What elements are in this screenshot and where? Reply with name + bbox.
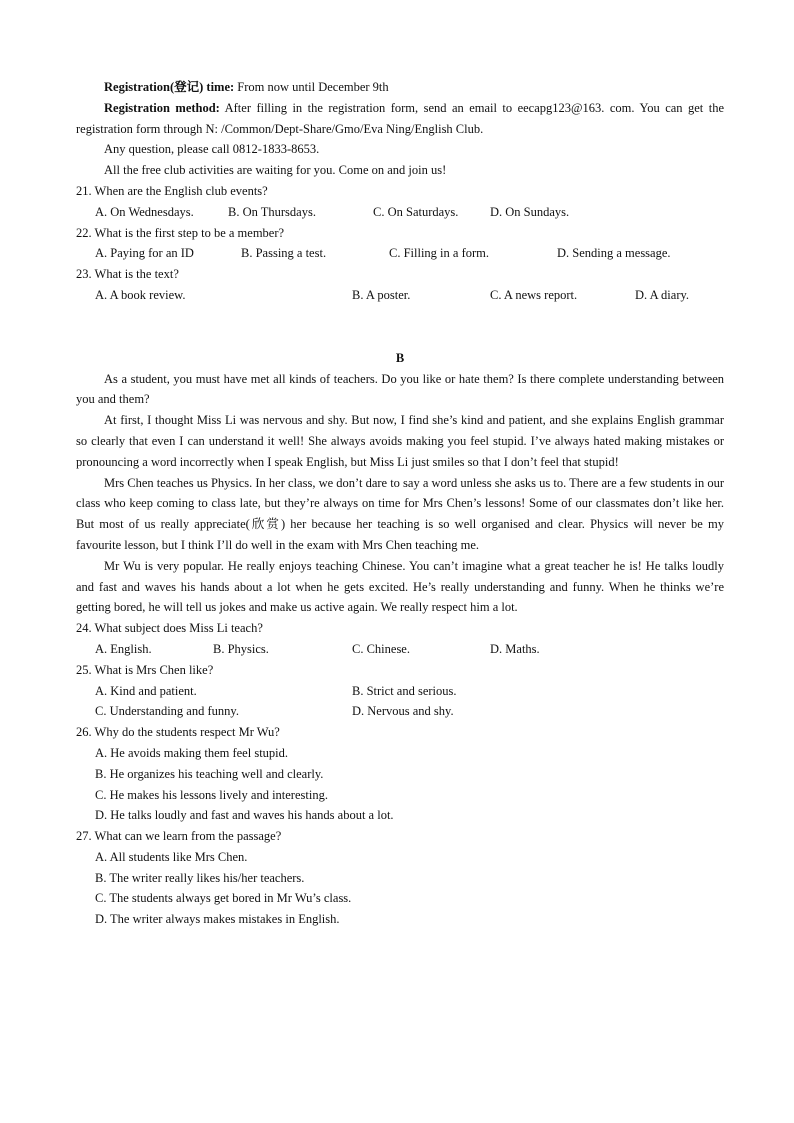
passage-b-paragraph-2: At first, I thought Miss Li was nervous and shy. But now, I find she’s kind and patient, and she explains English grammar so clearly that even I can understand it well! She always avoids making you feel stupid. I’ve always hated making mistakes or pronouncing a word incorrectly when I speak English, but Miss Li just smiles so that I don’t feel that stupid! (76, 413, 724, 469)
section-gap (76, 306, 724, 348)
option-d[interactable]: D. Nervous and shy. (352, 704, 454, 719)
option-a[interactable]: A. All students like Mrs Chen. (95, 849, 248, 864)
registration-time-line (76, 77, 724, 98)
option-b[interactable]: B. The writer really likes his/her teachers. (95, 870, 305, 885)
option-c[interactable]: C. A news report. (490, 287, 578, 302)
option-b[interactable]: B. Passing a test. (241, 246, 327, 261)
option-b[interactable]: B. A poster. (352, 287, 411, 302)
registration-time-label: Registration(登记) time: (104, 80, 235, 94)
closing-line: All the free club activities are waiting for you. Come on and join us! (104, 163, 447, 178)
question-23-options (76, 285, 724, 306)
passage-b-paragraph-3: Mrs Chen teaches us Physics. In her class, we don’t dare to say a word unless she asks us to. There are a few students in our class who keep coming to class late, but they’re always on time for Mrs Chen’s lessons! Some of our classmates don’t like her. But most of us really appreciate(欣赏) her because her teaching is so well organised and clear. Physics will never be my favourite lesson, but I think I’ll do well in the exam with Mrs Chen teaching me. (76, 475, 724, 552)
option-a[interactable]: A. Kind and patient. (95, 683, 197, 698)
question-21-stem: 21. When are the English club events? (76, 183, 268, 198)
question-24-stem: 24. What subject does Miss Li teach? (76, 621, 263, 636)
registration-time-value: From now until December 9th (234, 80, 389, 94)
option-d[interactable]: D. He talks loudly and fast and waves his hands about a lot. (95, 808, 394, 823)
option-c[interactable]: C. He makes his lessons lively and interesting. (95, 787, 328, 802)
registration-method-value: After filling in the registration form, send an email to eecapg123@163. com. You can get the registration form through N: /Common/Dept-Share/Gmo/Eva Ning/English Club. (76, 100, 724, 136)
option-b[interactable]: B. Strict and serious. (352, 683, 457, 698)
question-25-stem: 25. What is Mrs Chen like? (76, 662, 214, 677)
option-a[interactable]: A. He avoids making them feel stupid. (95, 745, 289, 760)
question-26-stem: 26. Why do the students respect Mr Wu? (76, 725, 280, 740)
question-22-stem: 22. What is the first step to be a member? (76, 225, 285, 240)
option-c[interactable]: C. On Saturdays. (373, 204, 459, 219)
question-24-options (76, 639, 724, 660)
question-25-options-row-2 (76, 701, 724, 722)
option-d[interactable]: D. On Sundays. (490, 204, 570, 219)
option-b[interactable]: B. He organizes his teaching well and clearly. (95, 766, 324, 781)
registration-method-line (76, 98, 724, 140)
option-b[interactable]: B. Physics. (213, 641, 269, 656)
option-d[interactable]: D. A diary. (635, 287, 690, 302)
registration-method-label: Registration method: (104, 100, 220, 115)
question-23-stem: 23. What is the text? (76, 267, 179, 282)
option-d[interactable]: D. Sending a message. (557, 246, 671, 261)
option-a[interactable]: A. English. (95, 641, 152, 656)
question-21-options (76, 202, 724, 223)
passage-b-paragraph-4: Mr Wu is very popular. He really enjoys teaching Chinese. You can’t imagine what a great teacher he is! He talks loudly and fast and waves his hands about a lot when he gets excited. He’s really understanding and funny. When he thinks we’re getting bored, he will tell us jokes and make us active again. We really respect him a lot. (76, 558, 724, 615)
option-c[interactable]: C. Understanding and funny. (95, 704, 239, 719)
option-c[interactable]: C. Chinese. (352, 641, 410, 656)
section-b-title: B (395, 350, 405, 365)
question-27-stem: 27. What can we learn from the passage? (76, 829, 282, 844)
option-a[interactable]: A. Paying for an ID (95, 246, 194, 261)
option-a[interactable]: A. A book review. (95, 287, 186, 302)
option-d[interactable]: D. The writer always makes mistakes in English. (95, 912, 340, 927)
question-25-options-row-1 (76, 681, 724, 702)
question-22-options (76, 243, 724, 264)
any-question-line: Any question, please call 0812-1833-8653. (104, 142, 320, 157)
option-d[interactable]: D. Maths. (490, 641, 540, 656)
passage-b-paragraph-1: As a student, you must have met all kinds of teachers. Do you like or hate them? Is there complete understanding between you and them? (76, 371, 724, 407)
option-c[interactable]: C. Filling in a form. (389, 246, 489, 261)
option-a[interactable]: A. On Wednesdays. (95, 204, 194, 219)
exam-page (76, 77, 724, 930)
option-b[interactable]: B. On Thursdays. (228, 204, 316, 219)
option-c[interactable]: C. The students always get bored in Mr Wu’s class. (95, 891, 352, 906)
